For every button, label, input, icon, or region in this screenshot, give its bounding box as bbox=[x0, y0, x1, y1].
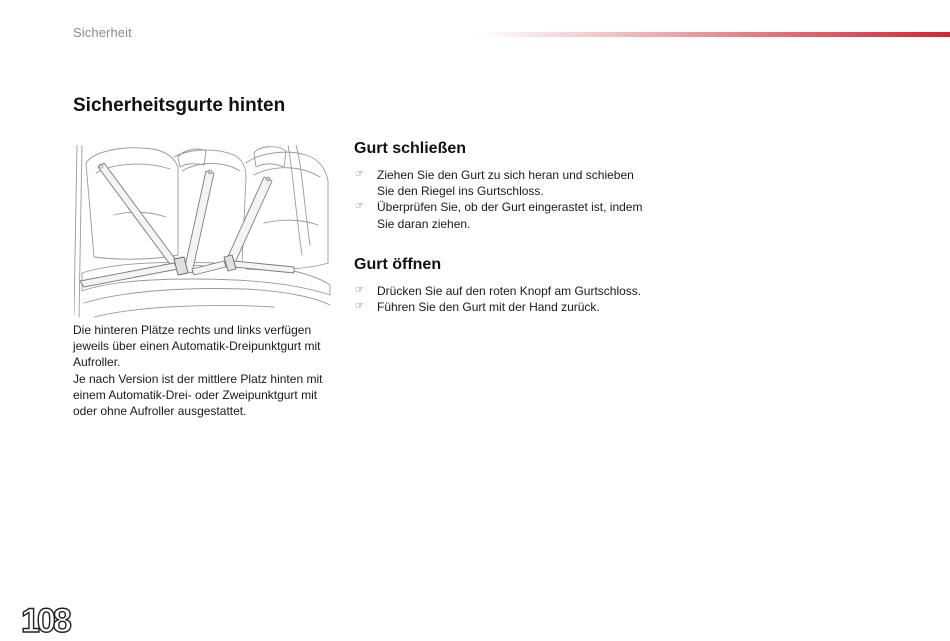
step-text: Ziehen Sie den Gurt zu sich heran und schieben Sie den Riegel ins Gurtschloss. bbox=[377, 168, 634, 199]
step-text: Führen Sie den Gurt mit der Hand zurück. bbox=[377, 300, 600, 315]
step-text: Überprüfen Sie, ob der Gurt eingerastet ist, indem Sie daran ziehen. bbox=[377, 200, 643, 231]
intro-paragraph: Die hinteren Plätze rechts und links verfügen jeweils über einen Automatik-Dreipunktgurt mit Aufroller. bbox=[73, 323, 321, 370]
fasten-heading: Gurt schließen bbox=[354, 140, 467, 157]
unfasten-heading: Gurt öffnen bbox=[354, 256, 442, 273]
list-item bbox=[354, 299, 654, 315]
pointing-hand-icon: ☞ bbox=[355, 285, 364, 296]
section-label: Sicherheit bbox=[73, 25, 132, 40]
pointing-hand-icon: ☞ bbox=[355, 169, 364, 180]
page-title: Sicherheitsgurte hinten bbox=[73, 95, 286, 116]
fasten-section bbox=[354, 140, 654, 232]
list-item bbox=[354, 283, 654, 299]
intro-paragraph: Je nach Version ist der mittlere Platz hinten mit einem Automatik-Drei- oder Zweipunktgurt mit oder ohne Aufroller ausgestattet. bbox=[73, 371, 323, 419]
step-text: Drücken Sie auf den roten Knopf am Gurtschloss. bbox=[377, 284, 642, 298]
pointing-hand-icon: ☞ bbox=[355, 301, 364, 313]
header-accent-bar bbox=[478, 32, 950, 37]
pointing-hand-icon: ☞ bbox=[355, 201, 364, 213]
rear-seat-belts-illustration bbox=[74, 145, 332, 318]
list-item bbox=[354, 167, 654, 199]
list-item bbox=[354, 199, 654, 231]
unfasten-section bbox=[354, 256, 654, 315]
page-number: 108 bbox=[21, 602, 69, 640]
intro-text bbox=[73, 322, 338, 419]
